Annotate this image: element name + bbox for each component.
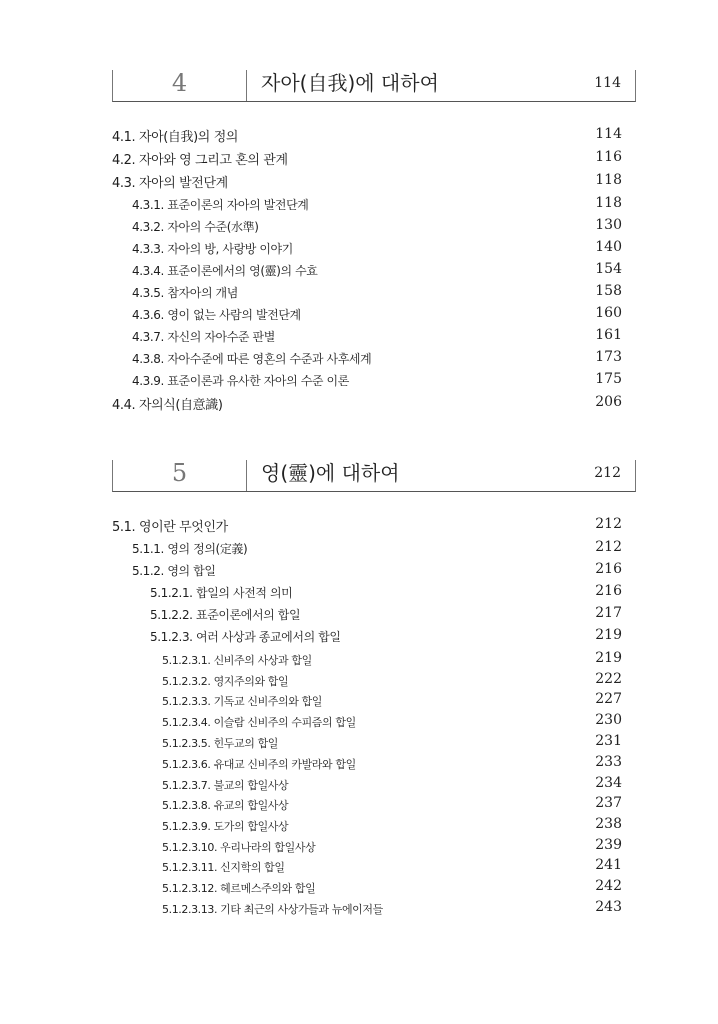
toc-entry-page: 206 bbox=[595, 394, 622, 410]
toc-entry-label: 5.1.2. 영의 합일 bbox=[132, 564, 216, 578]
toc-entry-label: 5.1. 영이란 무엇인가 bbox=[112, 520, 228, 535]
toc-entry[interactable] bbox=[0, 124, 718, 144]
toc-entry-page: 114 bbox=[595, 126, 622, 142]
toc-entry-label: 4.4. 자의식(自意識) bbox=[112, 398, 223, 413]
toc-entry-label: 5.1.2.3.9. 도가의 합일사상 bbox=[162, 820, 289, 833]
toc-entry-page: 231 bbox=[595, 733, 622, 749]
chapter-page: 212 bbox=[594, 465, 621, 481]
toc-entry-label: 5.1.2.2. 표준이론에서의 합일 bbox=[150, 608, 301, 622]
toc-entry-page: 161 bbox=[595, 327, 622, 343]
toc-entry[interactable] bbox=[0, 814, 718, 834]
toc-entry[interactable] bbox=[0, 669, 718, 689]
toc-entry[interactable] bbox=[0, 773, 718, 793]
toc-entry-label: 4.3.2. 자아의 수준(水準) bbox=[132, 220, 259, 234]
toc-entry-label: 4.1. 자아(自我)의 정의 bbox=[112, 130, 239, 145]
toc-entry[interactable] bbox=[0, 215, 718, 235]
toc-entry-label: 4.3.6. 영이 없는 사람의 발전단계 bbox=[132, 308, 301, 322]
toc-entry-page: 140 bbox=[595, 239, 622, 255]
toc-entry-page: 160 bbox=[595, 305, 622, 321]
chapter-page: 114 bbox=[594, 75, 621, 91]
toc-entry[interactable] bbox=[0, 603, 718, 623]
toc-entry[interactable] bbox=[0, 514, 718, 534]
toc-entry[interactable] bbox=[0, 347, 718, 367]
toc-entry-page: 212 bbox=[595, 516, 622, 532]
toc-entry[interactable] bbox=[0, 752, 718, 772]
toc-entry[interactable] bbox=[0, 303, 718, 323]
toc-entry[interactable] bbox=[0, 193, 718, 213]
toc-entry-label: 5.1.2.1. 합일의 사전적 의미 bbox=[150, 586, 293, 600]
toc-entry-label: 5.1.2.3.11. 신지학의 합일 bbox=[162, 861, 285, 874]
toc-entry[interactable] bbox=[0, 648, 718, 668]
chapter-header-4 bbox=[112, 70, 636, 102]
toc-entry-page: 219 bbox=[595, 627, 622, 643]
toc-entry[interactable] bbox=[0, 689, 718, 709]
toc-entry-page: 237 bbox=[595, 795, 622, 811]
toc-entry[interactable] bbox=[0, 281, 718, 301]
toc-entry[interactable] bbox=[0, 170, 718, 190]
toc-entry[interactable] bbox=[0, 559, 718, 579]
toc-entry-label: 4.3.7. 자신의 자아수준 판별 bbox=[132, 330, 275, 344]
toc-entry-label: 5.1.2.3.6. 유대교 신비주의 카발라와 합일 bbox=[162, 758, 356, 771]
toc-entry-page: 158 bbox=[595, 283, 622, 299]
chapter-number: 4 bbox=[113, 70, 247, 101]
toc-entry-label: 4.2. 자아와 영 그리고 혼의 관계 bbox=[112, 153, 288, 168]
toc-entry-label: 4.3. 자아의 발전단계 bbox=[112, 176, 228, 191]
toc-entry[interactable] bbox=[0, 710, 718, 730]
toc-entry-page: 130 bbox=[595, 217, 622, 233]
chapter-number: 5 bbox=[113, 460, 247, 491]
toc-entry[interactable] bbox=[0, 259, 718, 279]
chapter-header-5 bbox=[112, 460, 636, 492]
toc-entry-page: 212 bbox=[595, 539, 622, 555]
toc-entry-page: 154 bbox=[595, 261, 622, 277]
toc-entry[interactable] bbox=[0, 835, 718, 855]
toc-entry-label: 5.1.2.3.7. 불교의 합일사상 bbox=[162, 779, 289, 792]
toc-entry-page: 241 bbox=[595, 857, 622, 873]
toc-entry-page: 242 bbox=[595, 878, 622, 894]
toc-entry[interactable] bbox=[0, 581, 718, 601]
toc-entry[interactable] bbox=[0, 876, 718, 896]
toc-entry[interactable] bbox=[0, 625, 718, 645]
toc-entry-page: 234 bbox=[595, 775, 622, 791]
chapter-title: 자아(自我)에 대하여 bbox=[261, 71, 439, 95]
toc-entry-page: 238 bbox=[595, 816, 622, 832]
toc-entry[interactable] bbox=[0, 237, 718, 257]
toc-entry-label: 5.1.2.3.3. 기독교 신비주의와 합일 bbox=[162, 695, 323, 708]
toc-entry-label: 4.3.5. 참자아의 개념 bbox=[132, 286, 238, 300]
toc-entry[interactable] bbox=[0, 147, 718, 167]
toc-entry-label: 5.1.2.3.10. 우리나라의 합일사상 bbox=[162, 841, 316, 854]
toc-entry[interactable] bbox=[0, 855, 718, 875]
toc-entry-page: 230 bbox=[595, 712, 622, 728]
toc-entry-label: 4.3.8. 자아수준에 따른 영혼의 수준과 사후세계 bbox=[132, 352, 372, 366]
toc-entry-page: 222 bbox=[595, 671, 622, 687]
toc-entry-label: 4.3.4. 표준이론에서의 영(靈)의 수효 bbox=[132, 264, 318, 278]
toc-entry[interactable] bbox=[0, 897, 718, 917]
toc-entry-page: 239 bbox=[595, 837, 622, 853]
toc-entry-page: 233 bbox=[595, 754, 622, 770]
toc-entry-page: 118 bbox=[595, 172, 622, 188]
toc-entry[interactable] bbox=[0, 392, 718, 412]
toc-entry-label: 5.1.2.3.2. 영지주의와 합일 bbox=[162, 675, 289, 688]
toc-entry-label: 5.1.1. 영의 정의(定義) bbox=[132, 542, 248, 556]
toc-entry[interactable] bbox=[0, 537, 718, 557]
toc-entry-label: 5.1.2.3.5. 힌두교의 합일 bbox=[162, 737, 279, 750]
toc-entry-page: 216 bbox=[595, 583, 622, 599]
toc-entry-label: 5.1.2.3.12. 헤르메스주의와 합일 bbox=[162, 882, 316, 895]
toc-entry-page: 118 bbox=[595, 195, 622, 211]
toc-entry[interactable] bbox=[0, 793, 718, 813]
toc-entry-page: 217 bbox=[595, 605, 622, 621]
toc-entry-page: 173 bbox=[595, 349, 622, 365]
toc-entry-page: 219 bbox=[595, 650, 622, 666]
toc-entry-label: 5.1.2.3.4. 이슬람 신비주의 수피즘의 합일 bbox=[162, 716, 356, 729]
toc-entry-page: 116 bbox=[595, 149, 622, 165]
toc-entry-label: 4.3.3. 자아의 방, 사랑방 이야기 bbox=[132, 242, 293, 256]
toc-entry-label: 5.1.2.3.1. 신비주의 사상과 합일 bbox=[162, 654, 312, 667]
toc-entry-page: 243 bbox=[595, 899, 622, 915]
toc-entry[interactable] bbox=[0, 369, 718, 389]
toc-entry-page: 216 bbox=[595, 561, 622, 577]
toc-entry-page: 175 bbox=[595, 371, 622, 387]
toc-entry[interactable] bbox=[0, 731, 718, 751]
toc-entry[interactable] bbox=[0, 325, 718, 345]
toc-entry-label: 5.1.2.3.13. 기타 최근의 사상가들과 뉴에이저들 bbox=[162, 903, 383, 916]
toc-entry-page: 227 bbox=[595, 691, 622, 707]
toc-entry-label: 4.3.9. 표준이론과 유사한 자아의 수준 이론 bbox=[132, 374, 349, 388]
toc-entry-label: 4.3.1. 표준이론의 자아의 발전단계 bbox=[132, 198, 309, 212]
toc-entry-label: 5.1.2.3.8. 유교의 합일사상 bbox=[162, 799, 289, 812]
chapter-title: 영(靈)에 대하여 bbox=[261, 461, 400, 485]
toc-entry-label: 5.1.2.3. 여러 사상과 종교에서의 합일 bbox=[150, 630, 341, 644]
